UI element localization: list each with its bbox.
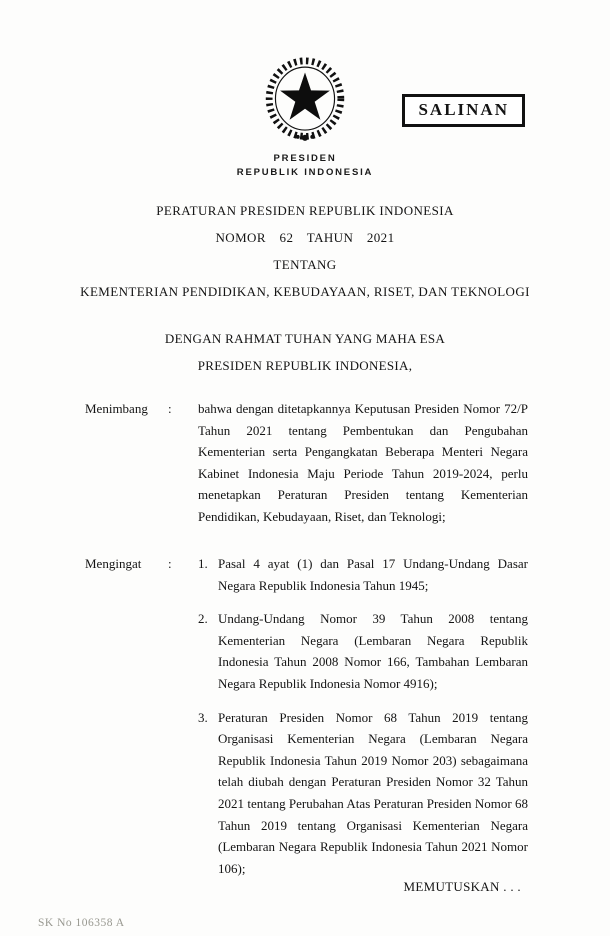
mengingat-clause [85,553,528,879]
menimbang-label: Menimbang [85,401,148,416]
mengingat-item-3 [198,707,528,880]
title-tentang: TENTANG [273,257,337,272]
item-number: 1. [198,556,208,571]
preamble [0,325,610,379]
presidential-emblem-icon [255,56,355,148]
letterhead [0,152,610,179]
continuation-marker: MEMUTUSKAN . . . [403,879,521,894]
preamble-invocation: DENGAN RAHMAT TUHAN YANG MAHA ESA [164,331,446,346]
mengingat-colon: : [168,556,172,571]
title-nomor: NOMOR 62 TAHUN 2021 [215,230,395,245]
item-text: Pasal 4 ayat (1) dan Pasal 17 Undang-Undang Dasar Negara Republik Indonesia Tahun 1945; [218,556,528,593]
item-text: Undang-Undang Nomor 39 Tahun 2008 tentang Kementerian Negara (Lembaran Negara Republik Indonesia Tahun 2008 Nomor 166, Tambahan Lembaran Negara Republik Indonesia Nomor 4916); [218,611,528,691]
salinan-stamp [402,94,525,127]
item-text: Peraturan Presiden Nomor 68 Tahun 2019 tentang Organisasi Kementerian Negara (Lembaran Negara Republik Indonesia Tahun 2019 Nomor 203) sebagaimana telah diubah dengan Peraturan Presiden Nomor 32 Tahun 2021 tentang Perubahan Atas Peraturan Presiden Nomor 68 Tahun 2019 tentang Organisasi Kementerian Negara (Lembaran Negara Republik Indonesia Tahun 2021 Nomor 106); [218,709,528,876]
menimbang-clause [85,398,528,528]
title-block [0,197,610,305]
sk-registration-number: SK No 106358 A [38,917,125,929]
item-number: 2. [198,611,208,627]
mengingat-label: Mengingat [85,556,142,571]
mengingat-list [198,553,528,879]
title-subject: KEMENTERIAN PENDIDIKAN, KEBUDAYAAN, RISET, DAN TEKNOLOGI [80,284,530,299]
menimbang-text: bahwa dengan ditetapkannya Keputusan Presiden Nomor 72/P Tahun 2021 tentang Pembentukan dan Pengubahan Kementerian serta Pengangkatan Beberapa Menteri Negara Kabinet Indonesia Maju Periode Tahun 2019-2024, perlu menetapkan Peraturan Presiden tentang Kementerian Pendidikan, Kebudayaan, Riset, dan Teknologi; [198,401,528,524]
letterhead-republik-indonesia: REPUBLIK INDONESIA [236,166,374,178]
mengingat-item-1 [198,553,528,596]
letterhead-presiden: PRESIDEN [273,153,337,164]
menimbang-colon: : [168,401,172,416]
preamble-authority: PRESIDEN REPUBLIK INDONESIA, [197,358,413,373]
title-peraturan: PERATURAN PRESIDEN REPUBLIK INDONESIA [156,203,454,218]
salinan-label: SALINAN [418,100,509,119]
mengingat-item-2 [198,608,528,694]
item-number: 3. [198,709,208,725]
